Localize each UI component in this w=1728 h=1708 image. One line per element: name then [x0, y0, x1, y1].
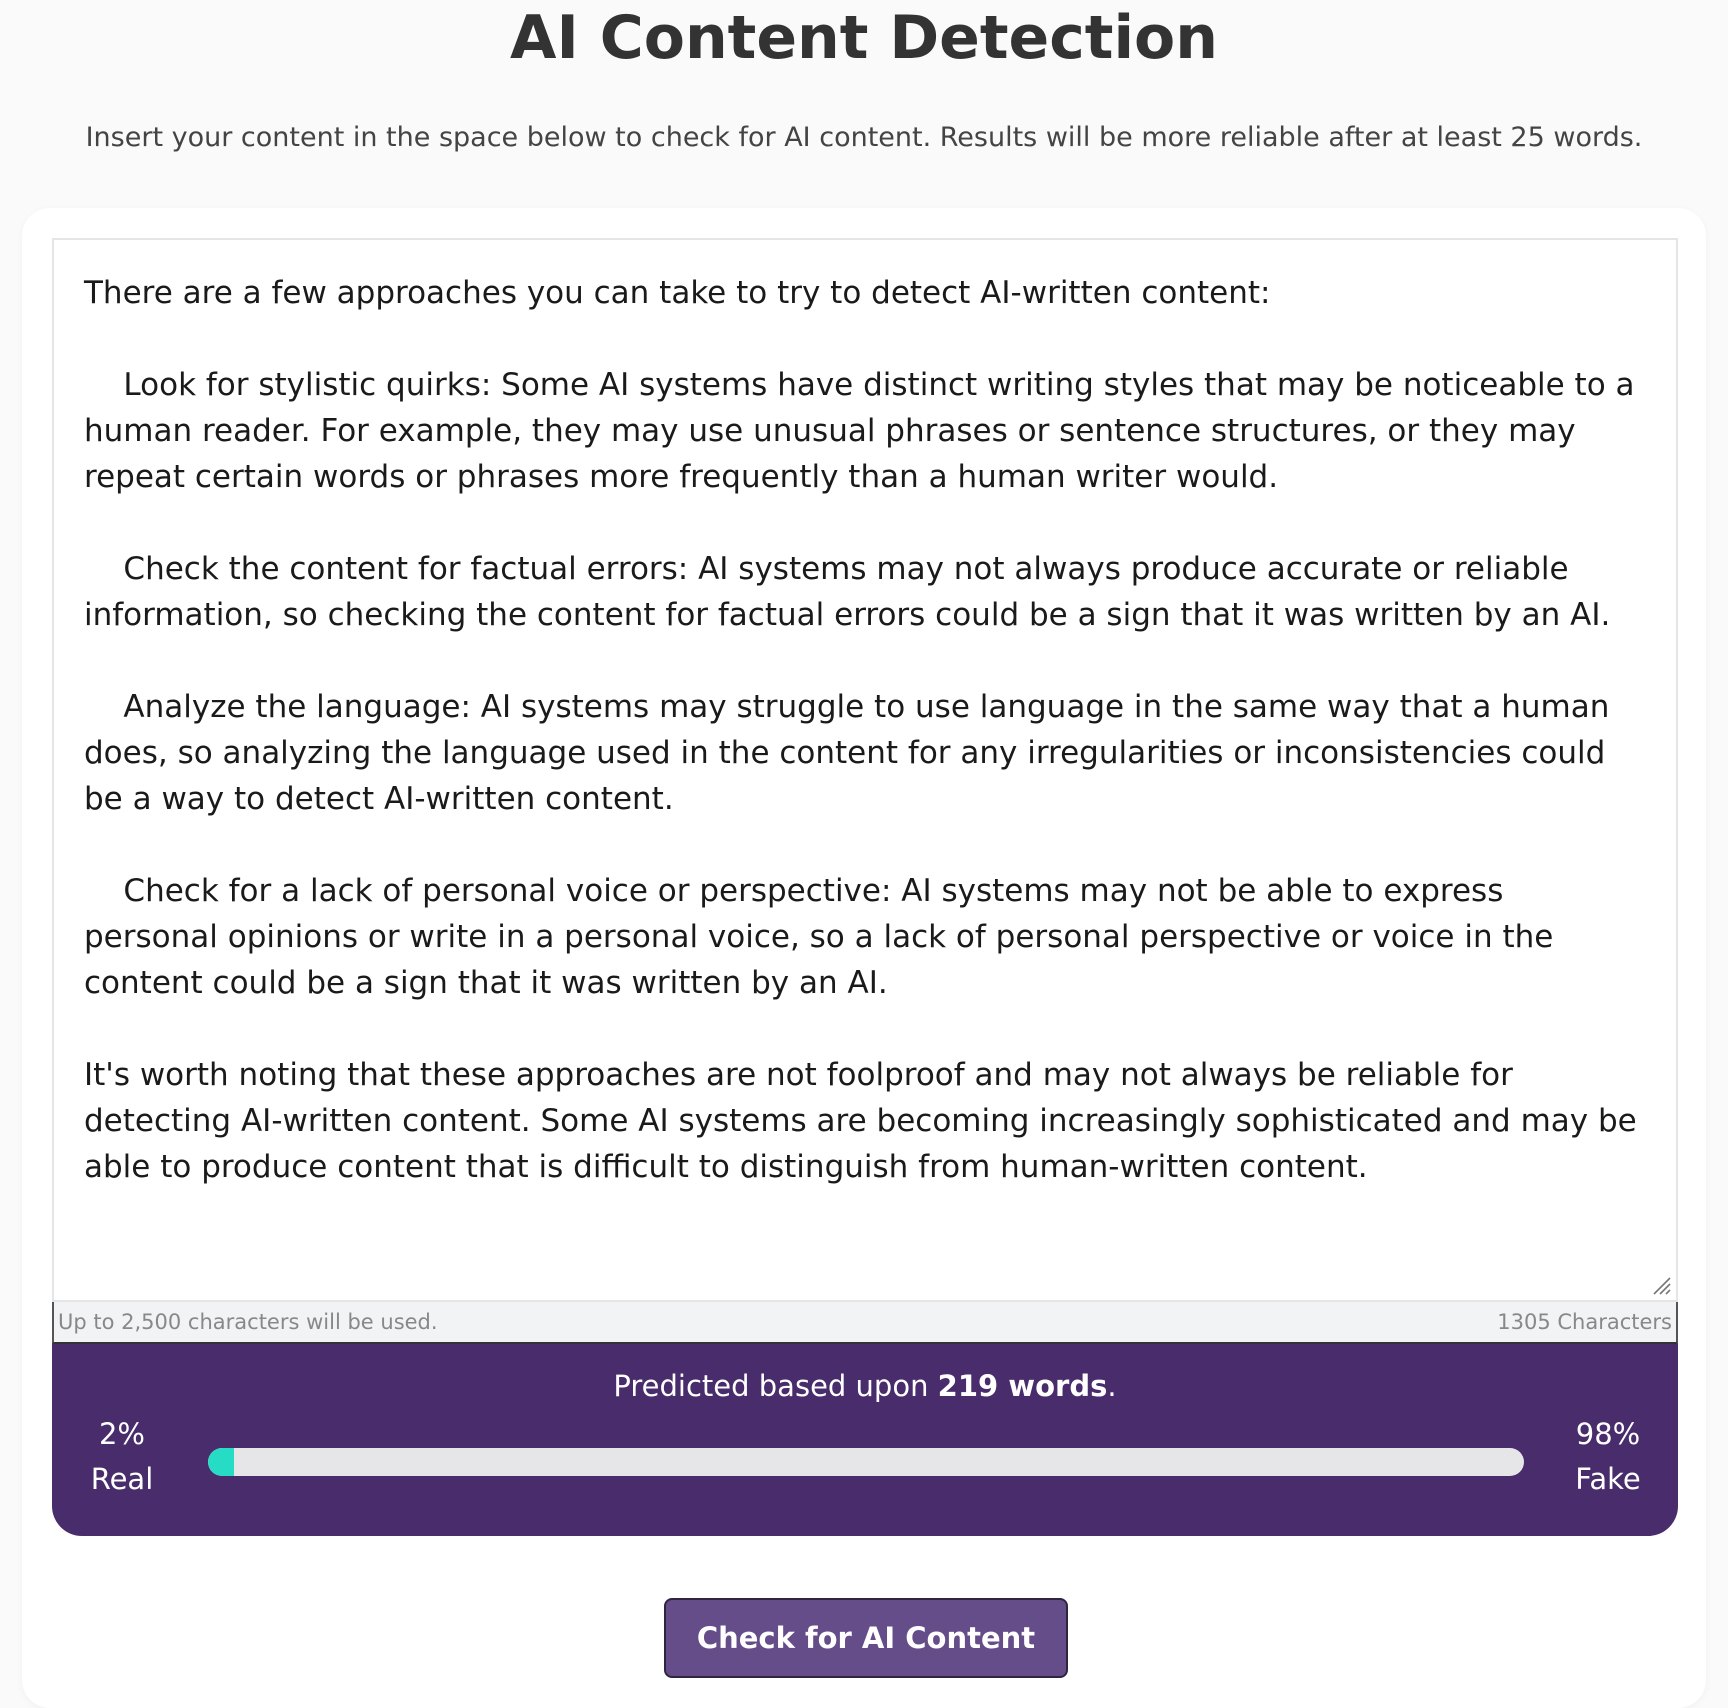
page-subtitle: Insert your content in the space below to check for AI content. Results will be more reliable after at least 25 words.	[85, 122, 1643, 153]
check-ai-content-button[interactable]: Check for AI Content	[664, 1598, 1068, 1678]
page-title: AI Content Detection	[510, 3, 1218, 73]
prediction-summary	[52, 1366, 1678, 1406]
content-textarea[interactable]	[52, 238, 1678, 1302]
fake-percent: 98%	[1575, 1417, 1641, 1451]
fake-score	[1538, 1412, 1678, 1502]
fake-label: Fake	[1575, 1462, 1641, 1496]
prediction-prefix: Predicted based upon	[613, 1369, 938, 1403]
prediction-result	[52, 1344, 1678, 1536]
content-text[interactable]: There are a few approaches you can take to try to detect AI-written content: Look for stylistic quirks: Some AI systems have distinct writing styles that may be noticeable to a human reader. For example, they may use unusual phrases or sentence structures, or they may repeat certain words or phrases more frequently than a human writer would. Check the content for factual errors: AI systems may not always produce accurate or reliable information, so checking the content for factual errors could be a sign that it was written by an AI. Analyze the language: AI systems may struggle to use language in the same way that a human does, so analyzing the language used in the content for any irregularities or inconsistencies could be a way to detect AI-written content. Check for a lack of personal voice or perspective: AI systems may not be able to express personal opinions or write in a personal voice, so a lack of personal perspective or voice in the content could be a sign that it was written by an AI. It's worth noting that these approaches are not foolproof and may not always be reliable for detecting AI-written content. Some AI systems are becoming increasingly sophisticated and may be able to produce content that is difficult to distinguish from human-written content.	[84, 275, 1637, 1185]
real-score	[52, 1412, 192, 1502]
editor-footer	[52, 1302, 1678, 1344]
real-meter-fill	[208, 1448, 234, 1476]
word-count: 219 words	[937, 1369, 1108, 1403]
real-percent: 2%	[98, 1417, 145, 1451]
character-limit-note: Up to 2,500 characters will be used.	[58, 1310, 438, 1334]
character-count: 1305 Characters	[1497, 1310, 1672, 1334]
prediction-suffix: .	[1107, 1369, 1117, 1403]
real-label: Real	[90, 1462, 154, 1496]
resize-handle-icon[interactable]	[1650, 1274, 1672, 1296]
real-fake-meter	[208, 1448, 1524, 1476]
